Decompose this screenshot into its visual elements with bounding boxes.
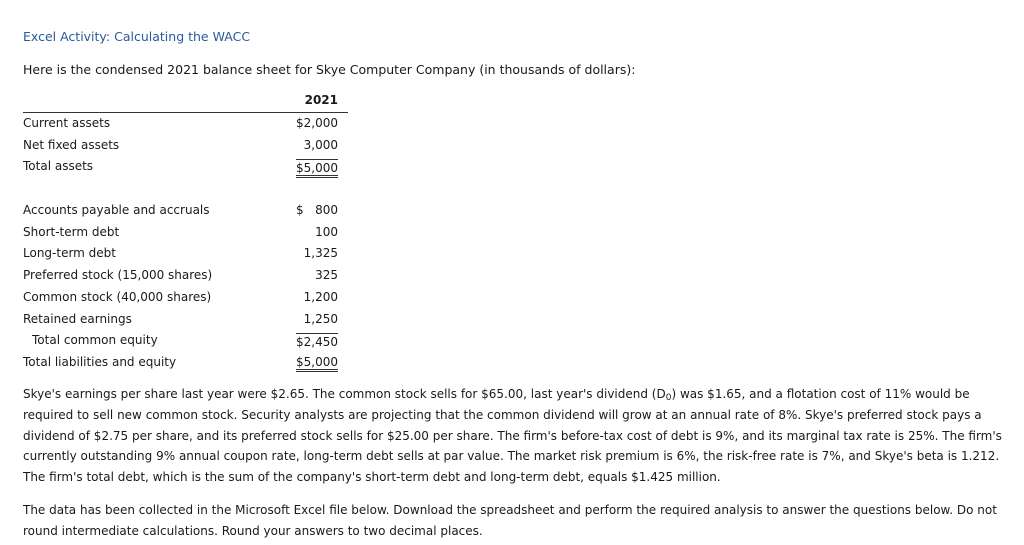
- table-row: [23, 135, 348, 157]
- table-spacer: [23, 178, 348, 200]
- row-value: 1,200: [303, 289, 338, 304]
- row-label: Short-term debt: [23, 224, 120, 239]
- row-value: 3,000: [303, 137, 338, 152]
- intro-text: Here is the condensed 2021 balance sheet for Skye Computer Company (in thousands of dollars):: [23, 62, 636, 77]
- problem-paragraph: [23, 384, 1023, 488]
- row-label: Common stock (40,000 shares): [23, 289, 212, 304]
- table-row: [23, 309, 348, 331]
- row-value: 100: [315, 224, 338, 239]
- row-value: $5,000: [296, 355, 338, 372]
- table-row: [23, 222, 348, 244]
- paragraph-subscript: 0: [665, 393, 672, 403]
- row-label: Retained earnings: [23, 311, 132, 326]
- row-value: $2,450: [296, 335, 338, 350]
- table-row: [23, 265, 348, 287]
- row-value: $2,000: [296, 116, 338, 130]
- instructions-paragraph: The data has been collected in the Microsoft Excel file below. Download the spreadsheet and perform the required analysis to answer the questions below. Do not round intermediate calculations. Round your answers to two decimal places.: [23, 503, 997, 538]
- row-value: 1,325: [303, 246, 338, 261]
- row-label: Total assets: [23, 159, 94, 174]
- row-label: Total common equity: [32, 333, 158, 348]
- table-row: [23, 352, 348, 374]
- table-row: [23, 156, 348, 178]
- year-header: 2021: [304, 93, 338, 107]
- row-label: Preferred stock (15,000 shares): [23, 268, 213, 283]
- row-label: Net fixed assets: [23, 137, 120, 152]
- row-value: $5,000: [296, 159, 338, 178]
- table-header-row: [23, 91, 348, 113]
- table-row: [23, 243, 348, 265]
- balance-sheet-table: [23, 91, 348, 374]
- table-row: [23, 330, 348, 352]
- page-title: Excel Activity: Calculating the WACC: [23, 29, 251, 44]
- row-value: $ 800: [296, 203, 338, 218]
- table-row: [23, 287, 348, 309]
- table-row: [23, 200, 348, 222]
- row-label: Current assets: [23, 116, 111, 130]
- row-value: 1,250: [303, 311, 338, 326]
- paragraph-text-part2: ) was $1.65, and a flotation cost of 11% would be required to sell new common stock. Security analysts are projecting that the common dividend will grow at an annual rate of 8%. Skye's preferred stock pays a dividend of $2.75 per share, and its preferred stock sells for $25.00 per share. The firm's before-tax cost of debt is 9%, and its marginal tax rate is 25%. The firm's currently outstanding 9% annual coupon rate, long-term debt sells at par value. The market risk premium is 6%, the risk-free rate is 7%, and Skye's beta is 1.212. The firm's total debt, which is the sum of the company's short-term debt and long-term debt, equals $1.425 million.: [23, 387, 1002, 485]
- table-row: [23, 113, 348, 135]
- paragraph-text-part1: Skye's earnings per share last year were $2.65. The common stock sells for $65.00, last year's dividend (D: [23, 387, 666, 401]
- row-value: 325: [315, 268, 338, 283]
- row-label: Total liabilities and equity: [23, 354, 177, 369]
- row-label: Long-term debt: [23, 246, 117, 261]
- row-label: Accounts payable and accruals: [23, 203, 210, 218]
